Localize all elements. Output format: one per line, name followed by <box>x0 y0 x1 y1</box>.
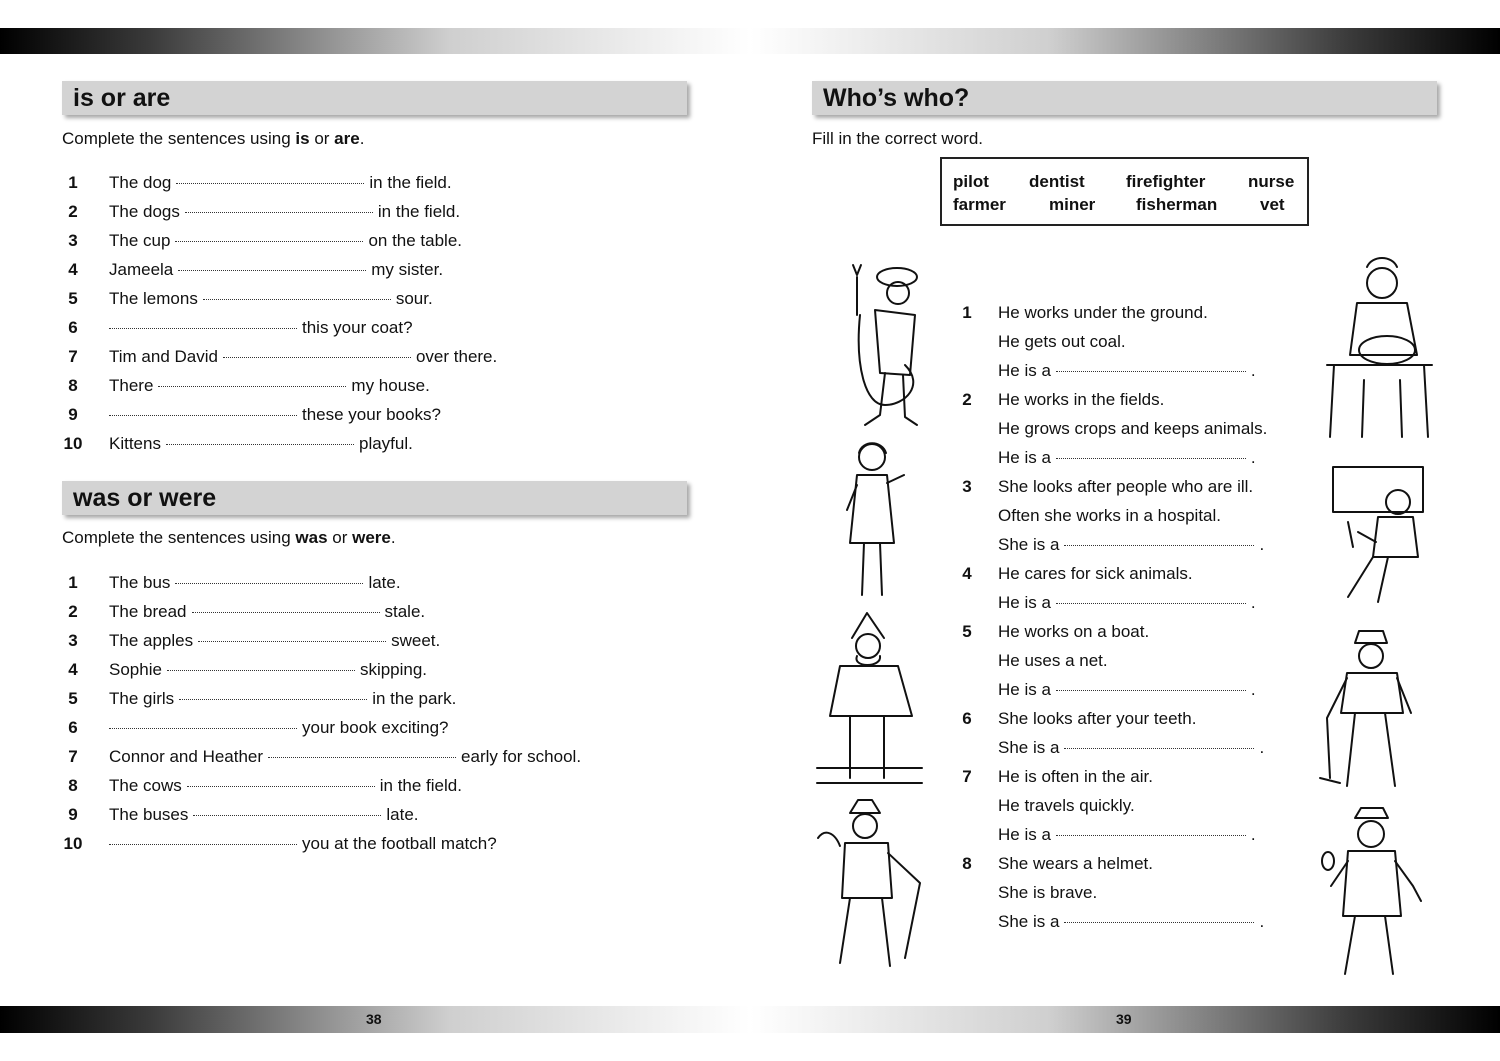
answer-prefix: She is a <box>998 738 1060 757</box>
sentence-end: your book exciting? <box>302 718 449 737</box>
answer-end: . <box>1250 825 1256 844</box>
answer-end: . <box>1250 361 1256 380</box>
sentence-end: in the field. <box>377 202 461 221</box>
answer-blank[interactable] <box>203 298 391 300</box>
answer-blank[interactable] <box>193 814 381 816</box>
sentence <box>109 655 427 684</box>
vet-illustration <box>1322 255 1437 445</box>
answer-blank[interactable] <box>185 211 373 213</box>
sentence <box>109 429 413 458</box>
item-number: 5 <box>68 289 78 308</box>
answer-prefix: He is a <box>998 448 1051 467</box>
sentence-start: The dogs <box>109 202 180 221</box>
clue-line: Often she works in a hospital. <box>998 506 1222 525</box>
sentence-end: sweet. <box>391 631 441 650</box>
answer-prefix: He is a <box>998 825 1051 844</box>
sentence <box>109 400 441 429</box>
word-bank-item: farmer <box>953 195 1006 214</box>
sentence-start: The cup <box>109 231 171 250</box>
miner-illustration <box>1315 628 1425 793</box>
item-number: 10 <box>63 434 83 453</box>
instruction-word-were: were <box>352 528 391 547</box>
item-number: 3 <box>68 631 78 650</box>
instruction-text: . <box>359 129 365 148</box>
clue-line: He is often in the air. <box>998 767 1153 786</box>
answer-prefix: He is a <box>998 361 1051 380</box>
sentence-end: my sister. <box>371 260 444 279</box>
word-bank-item: vet <box>1260 195 1285 214</box>
instruction-word-are: are <box>334 129 360 148</box>
clue-number: 3 <box>962 477 972 496</box>
answer-blank[interactable] <box>268 756 456 758</box>
word-bank-item: firefighter <box>1126 172 1206 191</box>
answer-blank[interactable] <box>109 414 297 416</box>
section-title-whos-who: Who’s who? <box>812 81 1437 115</box>
answer-blank[interactable] <box>1064 921 1254 923</box>
sentence-end: my house. <box>351 376 430 395</box>
clue-line: He cares for sick animals. <box>998 564 1193 583</box>
clue-line: He travels quickly. <box>998 796 1135 815</box>
item-number: 6 <box>68 318 78 337</box>
item-number: 3 <box>68 231 78 250</box>
instruction-text: Complete the sentences using <box>62 129 296 148</box>
answer-prefix: He is a <box>998 593 1051 612</box>
answer-end: . <box>1250 593 1256 612</box>
word-bank-item: fisherman <box>1136 195 1218 214</box>
sentence <box>109 742 581 771</box>
answer-end: . <box>1259 535 1265 554</box>
pilot-illustration <box>1328 462 1428 607</box>
answer-blank[interactable] <box>1064 747 1254 749</box>
clue-line: She looks after people who are ill. <box>998 477 1254 496</box>
sentence-end: this your coat? <box>302 318 413 337</box>
sentence-start: The apples <box>109 631 194 650</box>
answer-blank[interactable] <box>167 669 355 671</box>
sentence <box>109 255 443 284</box>
nurse-illustration <box>842 435 912 600</box>
sentence <box>109 168 452 197</box>
fisherman-illustration <box>810 798 935 978</box>
answer-blank[interactable] <box>176 182 364 184</box>
clue-line: He grows crops and keeps animals. <box>998 419 1268 438</box>
section-title-was-were: was or were <box>62 481 687 515</box>
sentence-start: The dog <box>109 173 172 192</box>
answer-blank[interactable] <box>179 698 367 700</box>
answer-prefix: He is a <box>998 680 1051 699</box>
item-number: 9 <box>68 405 78 424</box>
section-title-is-are: is or are <box>62 81 687 115</box>
sentence-end: playful. <box>358 434 413 453</box>
top-band <box>0 28 1500 54</box>
item-number: 2 <box>68 602 78 621</box>
instruction-text: . <box>390 528 396 547</box>
answer-end: . <box>1259 738 1265 757</box>
sentence <box>109 284 433 313</box>
item-number: 2 <box>68 202 78 221</box>
clue-line: He works under the ground. <box>998 303 1208 322</box>
sentence-end: early for school. <box>461 747 582 766</box>
answer-blank[interactable] <box>1056 370 1246 372</box>
sentence-start: The cows <box>109 776 182 795</box>
answer-blank[interactable] <box>109 327 297 329</box>
answer-blank[interactable] <box>109 727 297 729</box>
clue-number: 2 <box>962 390 972 409</box>
answer-blank[interactable] <box>158 385 346 387</box>
firefighter-illustration <box>835 255 935 430</box>
clue-line: He works in the fields. <box>998 390 1165 409</box>
item-number: 9 <box>68 805 78 824</box>
sentence <box>109 371 430 400</box>
answer-blank[interactable] <box>166 443 354 445</box>
answer-blank[interactable] <box>1056 457 1246 459</box>
answer-blank[interactable] <box>1056 834 1246 836</box>
instruction-is-are <box>62 129 364 149</box>
sentence-start: The girls <box>109 689 175 708</box>
sentence <box>109 226 462 255</box>
answer-end: . <box>1259 912 1265 931</box>
answer-end: . <box>1250 448 1256 467</box>
sentence-start: Kittens <box>109 434 161 453</box>
item-number: 4 <box>68 260 78 279</box>
clue-line: He gets out coal. <box>998 332 1126 351</box>
sentence-start: The lemons <box>109 289 198 308</box>
sentence-start: The bus <box>109 573 171 592</box>
dentist-illustration <box>1313 806 1433 984</box>
item-number: 8 <box>68 776 78 795</box>
instruction-text: or <box>309 129 335 148</box>
sentence-end: in the field. <box>379 776 462 795</box>
sentence <box>109 597 425 626</box>
instruction-text: Complete the sentences using <box>62 528 296 547</box>
sentence-start: There <box>109 376 154 395</box>
instruction-word-was: was <box>295 528 328 547</box>
clue-line: He works on a boat. <box>998 622 1150 641</box>
sentence-end: stale. <box>384 602 426 621</box>
sentence-end: on the table. <box>368 231 463 250</box>
sentence-start: Sophie <box>109 660 162 679</box>
sentence <box>109 342 497 371</box>
sentence-start: Tim and David <box>109 347 218 366</box>
instruction-word-is: is <box>295 129 310 148</box>
instruction-text: or <box>327 528 353 547</box>
sentence-end: sour. <box>395 289 433 308</box>
sentence-end: late. <box>386 805 419 824</box>
clue-line: He uses a net. <box>998 651 1108 670</box>
answer-blank[interactable] <box>1064 544 1254 546</box>
answer-blank[interactable] <box>192 611 380 613</box>
clue-line: She looks after your teeth. <box>998 709 1197 728</box>
clue-number: 7 <box>962 767 972 786</box>
item-number: 8 <box>68 376 78 395</box>
page-number-left: 38 <box>366 1011 382 1027</box>
word-bank <box>940 157 1309 226</box>
clue-number: 5 <box>962 622 972 641</box>
item-number: 7 <box>68 747 78 766</box>
sentence-end: in the park. <box>372 689 457 708</box>
word-bank-item: pilot <box>953 172 989 191</box>
sentence-end: over there. <box>415 347 498 366</box>
answer-end: . <box>1250 680 1256 699</box>
answer-blank[interactable] <box>109 843 297 845</box>
clue-line: She wears a helmet. <box>998 854 1153 873</box>
sentence <box>109 626 440 655</box>
answer-prefix: She is a <box>998 912 1060 931</box>
sentence-end: skipping. <box>359 660 428 679</box>
answer-blank[interactable] <box>187 785 375 787</box>
sentence <box>109 313 413 342</box>
item-number: 5 <box>68 689 78 708</box>
answer-blank[interactable] <box>1056 689 1246 691</box>
sentence <box>109 568 401 597</box>
sentence-end: in the field. <box>369 173 452 192</box>
answer-blank[interactable] <box>175 582 363 584</box>
clue-number: 6 <box>962 709 972 728</box>
clue-number: 1 <box>962 303 972 322</box>
answer-prefix: She is a <box>998 535 1060 554</box>
sentence <box>109 829 497 858</box>
sentence-end: late. <box>368 573 401 592</box>
sentence <box>109 684 456 713</box>
sentence-start: Connor and Heather <box>109 747 264 766</box>
sentence <box>109 800 419 829</box>
answer-blank[interactable] <box>1056 602 1246 604</box>
word-bank-item: miner <box>1049 195 1096 214</box>
answer-blank[interactable] <box>223 356 411 358</box>
answer-blank[interactable] <box>178 269 366 271</box>
sentence-start: Jameela <box>109 260 174 279</box>
word-bank-item: dentist <box>1029 172 1085 191</box>
item-number: 4 <box>68 660 78 679</box>
word-bank-item: nurse <box>1248 172 1295 191</box>
sentence <box>109 771 462 800</box>
sentence <box>109 197 460 226</box>
clue-line: She is brave. <box>998 883 1098 902</box>
item-number: 1 <box>68 173 78 192</box>
answer-blank[interactable] <box>175 240 363 242</box>
item-number: 7 <box>68 347 78 366</box>
sentence-start: The buses <box>109 805 189 824</box>
instruction-whos-who: Fill in the correct word. <box>812 129 983 148</box>
sentence-start: The bread <box>109 602 187 621</box>
sentence <box>109 713 448 742</box>
instruction-was-were <box>62 528 396 548</box>
item-number: 1 <box>68 573 78 592</box>
bottom-band <box>0 1006 1500 1033</box>
sentence-end: these your books? <box>302 405 441 424</box>
answer-blank[interactable] <box>198 640 386 642</box>
item-number: 10 <box>63 834 83 853</box>
clue-number: 8 <box>962 854 972 873</box>
farmer-illustration <box>812 608 927 793</box>
page-number-right: 39 <box>1116 1011 1132 1027</box>
sentence-end: you at the football match? <box>302 834 497 853</box>
clue-number: 4 <box>962 564 972 583</box>
item-number: 6 <box>68 718 78 737</box>
